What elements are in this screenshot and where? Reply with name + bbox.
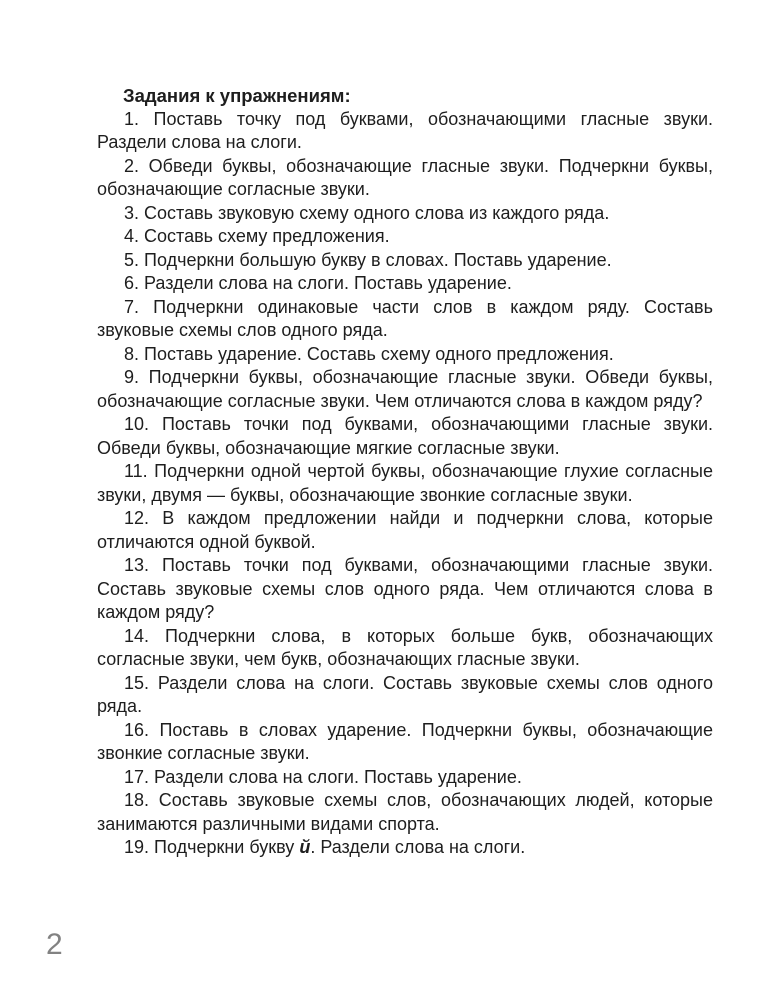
task-text: 3. Составь звуковую схему одного слова из каждого ряда. — [124, 202, 610, 223]
task-item — [97, 108, 713, 155]
page-number: 2 — [46, 928, 63, 961]
task-text: 6. Раздели слова на слоги. Поставь ударение. — [124, 273, 512, 293]
task-text: 9. Подчеркни буквы, обозначающие гласные звуки. Обведи буквы, обозначающие согласные звуки. Чем отличаются слова в каждом ряду? — [97, 367, 713, 411]
task-text: 17. Раздели слова на слоги. Поставь ударение. — [124, 766, 522, 787]
task-text: 11. Подчеркни одной чертой буквы, обозначающие глухие согласные звуки, двумя — буквы, обозначающие звонкие согласные звуки. — [97, 461, 713, 505]
task-text: 19. Подчеркни букву — [124, 837, 300, 857]
task-item — [97, 366, 713, 413]
task-item — [97, 202, 713, 226]
tasks-section — [97, 84, 713, 860]
task-text: 8. Поставь ударение. Составь схему одного предложения. — [124, 343, 614, 364]
task-item — [97, 249, 713, 273]
task-text: 13. Поставь точки под буквами, обозначающими гласные звуки. Составь звуковые схемы слов одного ряда. Чем отличаются слова в каждом ряду? — [97, 555, 713, 622]
task-text: 1. Поставь точку под буквами, обозначающими гласные звуки. Раздели слова на слоги. — [97, 108, 713, 152]
task-item — [97, 789, 713, 836]
emphasized-letter: й — [299, 837, 311, 857]
task-item — [97, 343, 713, 367]
task-item — [97, 554, 713, 625]
task-text: . Раздели слова на слоги. — [310, 837, 526, 857]
task-text: 10. Поставь точки под буквами, обозначающими гласные звуки. Обведи буквы, обозначающие мягкие согласные звуки. — [97, 414, 713, 458]
task-text: 12. В каждом предложении найди и подчеркни слова, которые отличаются одной буквой. — [97, 508, 713, 552]
task-item — [97, 155, 713, 202]
task-text: 18. Составь звуковые схемы слов, обозначающих людей, которые занимаются различными видами спорта. — [97, 790, 713, 834]
task-item — [97, 672, 713, 719]
task-text: 7. Подчеркни одинаковые части слов в каждом ряду. Составь звуковые схемы слов одного ряда. — [97, 296, 713, 340]
task-item — [97, 460, 713, 507]
task-text: 5. Подчеркни большую букву в словах. Поставь ударение. — [124, 249, 612, 270]
task-item — [97, 225, 713, 249]
task-item — [97, 296, 713, 343]
task-text: 2. Обведи буквы, обозначающие гласные звуки. Подчеркни буквы, обозначающие согласные звуки. — [97, 155, 713, 199]
task-item — [97, 766, 713, 790]
task-item — [97, 625, 713, 672]
task-text: 4. Составь схему предложения. — [124, 226, 390, 246]
task-text: 15. Раздели слова на слоги. Составь звуковые схемы слов одного ряда. — [97, 672, 713, 716]
task-text: 14. Подчеркни слова, в которых больше букв, обозначающих согласные звуки, чем букв, обозначающих гласные звуки. — [97, 625, 713, 669]
section-heading: Задания к упражнениям: — [123, 85, 351, 106]
task-item — [97, 272, 713, 296]
task-item — [97, 836, 713, 860]
task-item — [97, 413, 713, 460]
task-item — [97, 719, 713, 766]
task-item — [97, 507, 713, 554]
tasks-list — [97, 108, 713, 860]
task-text: 16. Поставь в словах ударение. Подчеркни буквы, обозначающие звонкие согласные звуки. — [97, 719, 713, 763]
